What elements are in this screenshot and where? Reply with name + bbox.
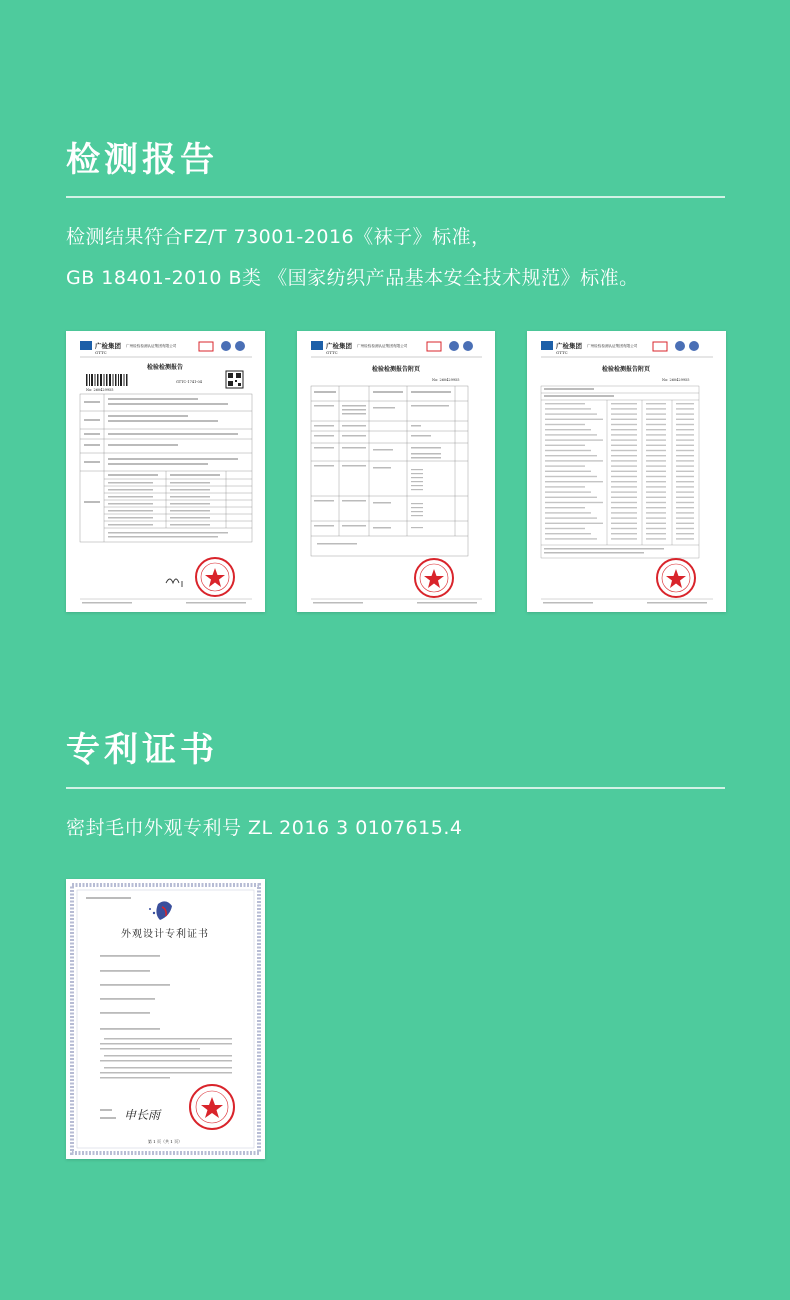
report-section-divider (66, 196, 725, 198)
report-title: 检验检测报告 (146, 364, 184, 371)
red-seal-icon (657, 559, 695, 597)
org-name-en: GTTC (326, 350, 338, 355)
patent-certificate[interactable] (66, 879, 265, 1159)
gttc-logo-icon (80, 341, 92, 350)
report-title: 检验检测报告附页 (601, 366, 651, 373)
report-description-line-2: GB 18401-2010 B类 《国家纺织产品基本安全技术规范》标准。 (66, 267, 639, 289)
patent-section-title: 专利证书 (66, 730, 218, 770)
red-seal-icon (415, 559, 453, 597)
report-section-title: 检测报告 (66, 140, 218, 180)
gttc-logo-icon (541, 341, 553, 350)
report-number: No: 260429955 (432, 378, 460, 382)
test-report-page-1[interactable] (66, 331, 265, 612)
signature-icon (166, 579, 182, 587)
certificate-footer: 第 1 页（共 1 页） (147, 1139, 183, 1144)
document-id: GTTC-1741-04 (176, 380, 202, 384)
org-name: 广检集团 (556, 342, 582, 350)
qr-code-icon (226, 371, 243, 388)
lab-name: 广州检验检测认证集团有限公司 (126, 344, 177, 348)
patent-description: 密封毛巾外观专利号 ZL 2016 3 0107615.4 (66, 817, 463, 839)
test-report-appendix-page-1[interactable] (297, 331, 495, 612)
org-name-en: GTTC (95, 350, 107, 355)
lab-name: 广州检验检测认证集团有限公司 (357, 344, 408, 348)
org-name: 广检集团 (95, 342, 121, 350)
test-report-appendix-page-2[interactable] (527, 331, 726, 612)
report-title: 检验检测报告附页 (371, 366, 421, 373)
certificate-title: 外观设计专利证书 (121, 929, 209, 940)
red-seal-icon (190, 1085, 234, 1129)
org-name-en: GTTC (556, 350, 568, 355)
report-number: No: 260429955 (662, 378, 690, 382)
gttc-logo-icon (311, 341, 323, 350)
red-seal-icon (196, 558, 234, 596)
barcode-icon (86, 374, 128, 386)
lab-name: 广州检验检测认证集团有限公司 (587, 344, 638, 348)
report-description-line-1: 检测结果符合FZ/T 73001-2016《袜子》标准， (66, 226, 491, 248)
director-signature: 申长雨 (124, 1108, 161, 1122)
patent-office-emblem-icon (149, 901, 172, 920)
org-name: 广检集团 (326, 342, 352, 350)
report-number: No: 260429955 (86, 388, 114, 392)
patent-section-divider (66, 787, 725, 789)
